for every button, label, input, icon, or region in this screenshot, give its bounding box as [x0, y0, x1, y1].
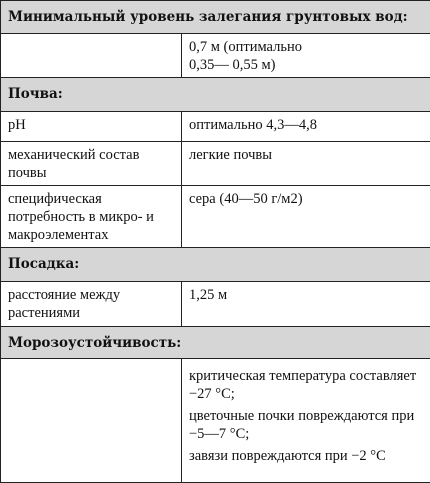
table-row: [1, 186, 430, 248]
section-title-groundwater: Минимальный уровень залегания грунтовых вод:: [1, 1, 430, 34]
row-value: [182, 359, 430, 483]
row-value: сера (40—50 г/м2): [182, 186, 430, 248]
row-label: [1, 34, 182, 78]
frost-paragraph: критическая температура составляет −27 °С;: [189, 368, 417, 402]
section-header-row: [1, 78, 430, 112]
table-row: [1, 112, 430, 142]
table-row: [1, 359, 430, 483]
section-header-row: [1, 248, 430, 282]
row-label: механический состав почвы: [1, 142, 182, 186]
row-value: оптимально 4,3—4,8: [182, 112, 430, 142]
row-label: pH: [1, 112, 182, 142]
table-row: [1, 142, 430, 186]
row-value: [182, 34, 430, 78]
section-header-row: [1, 327, 430, 359]
section-title-planting: Посадка:: [1, 248, 430, 282]
row-value: 1,25 м: [182, 282, 430, 327]
table-row: [1, 282, 430, 327]
frost-paragraph: цветочные почки повреждаются при −5—7 °С;: [189, 408, 415, 442]
section-header-row: [1, 1, 430, 34]
row-label: [1, 359, 182, 483]
row-label: специфическая потребность в микро- и макроэлементах: [1, 186, 182, 248]
table-row: [1, 34, 430, 78]
section-title-frost: Морозоустойчивость:: [1, 327, 430, 359]
value-line: 0,35— 0,55 м): [189, 57, 276, 73]
row-value: легкие почвы: [182, 142, 430, 186]
frost-paragraph: завязи повреждаются при −2 °С: [189, 448, 386, 464]
row-label: расстояние между растениями: [1, 282, 182, 327]
section-title-soil: Почва:: [1, 78, 430, 112]
value-line: 0,7 м (оптимально: [189, 39, 302, 55]
